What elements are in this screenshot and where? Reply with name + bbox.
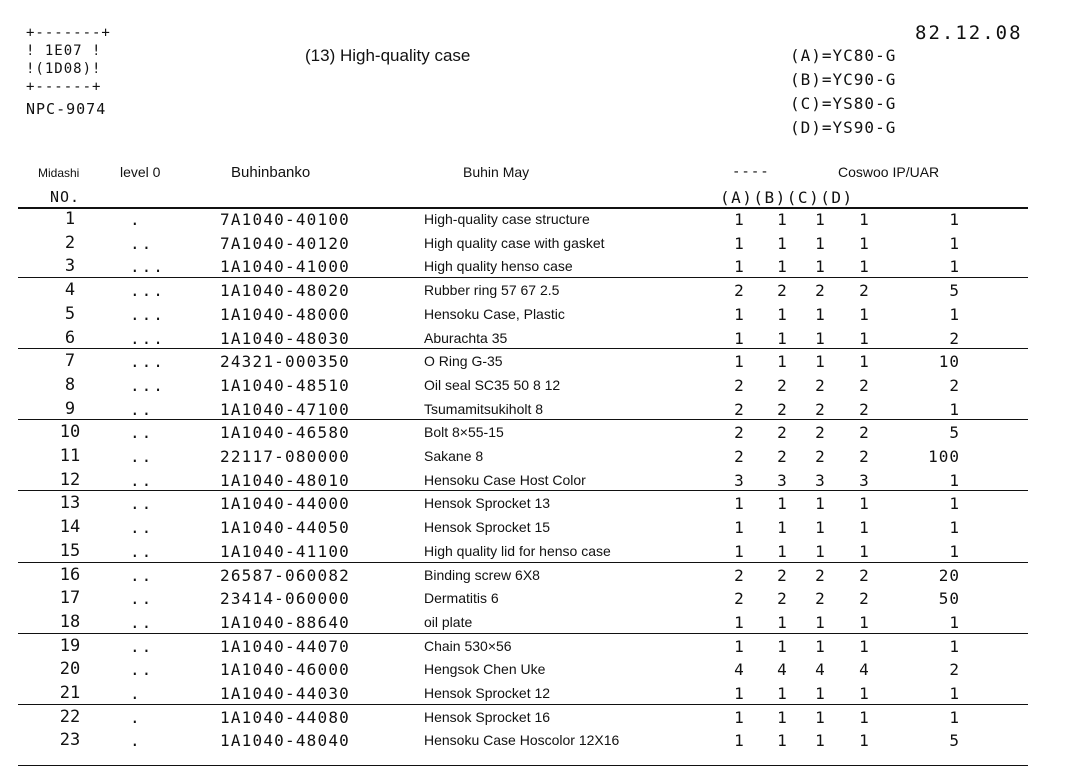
row-part-number: 1A1040-48010 (220, 470, 350, 490)
row-qty-b: 2 (777, 375, 787, 395)
row-number: 19 (59, 635, 81, 656)
box-line-1: ! 1E07 ! (26, 43, 102, 59)
row-qty-b: 1 (777, 328, 787, 348)
row-qty-d: 1 (859, 541, 869, 561)
col-part-name: Buhin May (463, 164, 530, 180)
variant-d: (D)=YS90-G (790, 118, 897, 137)
row-number: 17 (59, 588, 81, 609)
table-row (0, 682, 1077, 705)
row-qty-c: 1 (815, 541, 825, 561)
row-part-number: 1A1040-44080 (220, 707, 350, 727)
row-number: 22 (59, 706, 81, 727)
row-part-name: High quality case with gasket (424, 234, 605, 251)
table-row (0, 421, 1077, 444)
row-qty-b: 1 (777, 210, 787, 229)
row-part-number: 1A1040-44050 (220, 518, 350, 538)
row-part-number: 7A1040-40120 (220, 233, 350, 253)
col-part-number: Buhinbanko (231, 164, 311, 181)
row-level: ... (130, 375, 165, 395)
box-top: +-------+ (26, 25, 111, 41)
row-qty-b: 1 (777, 494, 787, 514)
row-part-name: Hensoku Case, Plastic (424, 305, 565, 322)
model-code: NPC-9074 (26, 100, 107, 118)
row-part-name: Rubber ring 57 67 2.5 (424, 282, 560, 299)
row-part-number: 26587-060082 (220, 565, 350, 585)
row-qty-b: 2 (777, 399, 787, 419)
row-qty-b: 1 (777, 636, 787, 656)
row-part-name: Binding screw 6X8 (424, 566, 540, 583)
row-qty-b: 1 (777, 707, 787, 727)
group-divider (18, 419, 1028, 420)
row-qty-a: 1 (734, 257, 744, 277)
row-qty-c: 1 (815, 684, 825, 703)
row-number: 21 (59, 683, 81, 703)
row-qty-a: 1 (734, 352, 744, 372)
row-number: 2 (64, 232, 76, 253)
row-part-number: 23414-060000 (220, 589, 350, 609)
row-qty-d: 1 (859, 731, 869, 751)
row-qty-d: 1 (859, 257, 869, 277)
row-level: .. (130, 399, 154, 419)
row-level: ... (130, 352, 165, 372)
row-qty-c: 1 (815, 304, 825, 324)
table-row (0, 303, 1077, 326)
row-level: .. (130, 423, 154, 443)
row-total: 2 (949, 375, 960, 395)
row-qty-a: 1 (734, 328, 744, 348)
row-part-number: 1A1040-44070 (220, 636, 350, 656)
row-qty-a: 1 (734, 210, 744, 229)
row-part-name: Hensoku Case Host Color (424, 471, 586, 488)
row-total: 2 (949, 328, 960, 348)
table-row (0, 587, 1077, 610)
row-qty-c: 1 (815, 731, 825, 751)
row-qty-d: 3 (859, 470, 869, 490)
group-divider (18, 490, 1028, 491)
table-row (0, 516, 1077, 539)
row-qty-c: 1 (815, 707, 825, 727)
row-qty-a: 2 (734, 375, 744, 395)
row-qty-a: 1 (734, 684, 744, 703)
row-qty-a: 2 (734, 423, 744, 443)
row-part-name: oil plate (424, 613, 473, 630)
row-qty-d: 2 (859, 423, 869, 443)
row-part-number: 1A1040-48040 (220, 731, 350, 751)
row-part-number: 7A1040-40100 (220, 210, 350, 229)
row-total: 1 (949, 470, 960, 490)
row-qty-c: 2 (815, 281, 825, 301)
row-part-number: 1A1040-48030 (220, 328, 350, 348)
row-qty-b: 1 (777, 612, 787, 632)
row-part-name: Aburachta 35 (424, 329, 508, 346)
row-qty-d: 1 (859, 233, 869, 253)
row-qty-b: 1 (777, 233, 787, 253)
row-part-number: 1A1040-47100 (220, 399, 350, 419)
row-qty-d: 2 (859, 281, 869, 301)
row-qty-c: 1 (815, 352, 825, 372)
row-part-number: 1A1040-41100 (220, 541, 350, 561)
row-total: 1 (949, 612, 960, 632)
table-row (0, 540, 1077, 563)
row-qty-a: 1 (734, 233, 744, 253)
row-qty-a: 1 (734, 636, 744, 656)
col-midashi: Midashi (38, 166, 80, 180)
row-total: 50 (938, 589, 960, 609)
row-level: . (130, 684, 142, 703)
row-qty-b: 2 (777, 423, 787, 443)
row-part-number: 1A1040-46000 (220, 660, 350, 680)
box-bottom: +------+ (26, 79, 102, 95)
row-level: .. (130, 589, 154, 609)
row-qty-c: 1 (815, 257, 825, 277)
row-total: 1 (949, 257, 960, 277)
row-qty-b: 2 (777, 565, 787, 585)
row-level: ... (130, 281, 165, 301)
row-number: 3 (64, 256, 76, 277)
date: 82.12.08 (915, 22, 1023, 44)
row-number: 23 (59, 730, 81, 751)
row-number: 1 (64, 209, 76, 229)
row-qty-d: 1 (859, 636, 869, 656)
row-qty-c: 2 (815, 375, 825, 395)
row-qty-a: 2 (734, 281, 744, 301)
row-level: .. (130, 447, 154, 466)
col-variant-letters: (A)(B)(C)(D) (720, 188, 854, 207)
row-part-name: Hensoku Case Hoscolor 12X16 (424, 732, 620, 749)
row-total: 1 (949, 636, 960, 656)
group-divider (18, 633, 1028, 634)
table-row (0, 350, 1077, 373)
row-part-name: High quality lid for henso case (424, 542, 611, 559)
row-part-number: 1A1040-41000 (220, 257, 350, 277)
row-qty-c: 1 (815, 494, 825, 514)
row-number: 12 (59, 469, 81, 490)
row-qty-a: 1 (734, 612, 744, 632)
row-total: 1 (949, 304, 960, 324)
row-qty-d: 1 (859, 518, 869, 538)
row-qty-c: 1 (815, 328, 825, 348)
row-qty-a: 1 (734, 518, 744, 538)
table-row (0, 706, 1077, 729)
row-number: 11 (59, 446, 81, 466)
row-qty-a: 2 (734, 447, 744, 466)
row-number: 5 (64, 303, 76, 324)
row-qty-c: 2 (815, 447, 825, 466)
table-row (0, 635, 1077, 658)
table-row (0, 208, 1077, 231)
row-total: 1 (949, 541, 960, 561)
row-total: 1 (949, 684, 960, 703)
row-number: 13 (59, 493, 81, 514)
row-total: 1 (949, 707, 960, 727)
row-part-number: 22117-080000 (220, 447, 350, 466)
variant-b: (B)=YC90-G (790, 70, 897, 89)
row-number: 7 (64, 351, 76, 372)
row-part-name: Tsumamitsukiholt 8 (424, 400, 544, 417)
row-total: 1 (949, 494, 960, 514)
col-quantity-title: Coswoo IP/UAR (838, 164, 940, 180)
row-total: 5 (949, 731, 960, 751)
row-part-name: Dermatitis 6 (424, 590, 499, 607)
row-level: . (130, 731, 142, 751)
row-part-name: Bolt 8×55-15 (424, 424, 504, 441)
row-qty-c: 2 (815, 589, 825, 609)
row-qty-b: 2 (777, 589, 787, 609)
row-level: .. (130, 518, 154, 538)
row-level: .. (130, 233, 154, 253)
row-qty-b: 1 (777, 257, 787, 277)
row-qty-d: 2 (859, 375, 869, 395)
row-total: 2 (949, 660, 960, 680)
row-qty-d: 1 (859, 612, 869, 632)
row-number: 10 (59, 422, 81, 443)
row-qty-b: 4 (777, 660, 787, 680)
row-level: .. (130, 470, 154, 490)
row-qty-c: 1 (815, 518, 825, 538)
row-qty-a: 1 (734, 707, 744, 727)
row-qty-b: 1 (777, 541, 787, 561)
row-part-number: 1A1040-48000 (220, 304, 350, 324)
row-qty-d: 2 (859, 565, 869, 585)
row-qty-d: 1 (859, 352, 869, 372)
row-part-number: 1A1040-48510 (220, 375, 350, 395)
row-qty-a: 1 (734, 731, 744, 751)
row-part-name: Oil seal SC35 50 8 12 (424, 376, 561, 393)
row-total: 1 (949, 210, 960, 229)
row-total: 1 (949, 399, 960, 419)
row-qty-c: 2 (815, 423, 825, 443)
row-number: 16 (59, 564, 81, 585)
row-qty-c: 1 (815, 233, 825, 253)
table-row (0, 469, 1077, 492)
group-divider (18, 277, 1028, 278)
row-qty-b: 3 (777, 470, 787, 490)
row-qty-b: 1 (777, 731, 787, 751)
row-number: 8 (64, 374, 76, 395)
box-line-2: !(1D08)! (26, 61, 102, 77)
table-row (0, 445, 1077, 468)
row-part-number: 24321-000350 (220, 352, 350, 372)
row-part-number: 1A1040-48020 (220, 281, 350, 301)
row-part-name: Hensok Sprocket 16 (424, 708, 551, 725)
row-level: .. (130, 494, 154, 514)
row-qty-d: 1 (859, 328, 869, 348)
row-number: 14 (59, 517, 81, 538)
row-level: . (130, 707, 142, 727)
table-row (0, 279, 1077, 302)
row-level: .. (130, 565, 154, 585)
row-qty-a: 2 (734, 399, 744, 419)
row-qty-d: 4 (859, 660, 869, 680)
row-qty-b: 1 (777, 684, 787, 703)
table-row (0, 729, 1077, 752)
row-number: 18 (59, 611, 81, 632)
row-total: 5 (949, 281, 960, 301)
row-level: ... (130, 257, 165, 277)
row-total: 1 (949, 518, 960, 538)
row-qty-a: 1 (734, 494, 744, 514)
group-divider (18, 348, 1028, 349)
variant-a: (A)=YC80-G (790, 46, 897, 65)
row-qty-c: 1 (815, 210, 825, 229)
row-number: 6 (64, 327, 76, 348)
table-row (0, 374, 1077, 397)
row-part-name: Hensok Sprocket 15 (424, 519, 551, 536)
row-number: 15 (59, 540, 81, 561)
row-qty-a: 2 (734, 589, 744, 609)
row-part-number: 1A1040-44030 (220, 684, 350, 703)
row-qty-d: 2 (859, 399, 869, 419)
row-total: 20 (938, 565, 960, 585)
row-level: .. (130, 541, 154, 561)
row-qty-c: 3 (815, 470, 825, 490)
row-part-number: 1A1040-44000 (220, 494, 350, 514)
row-number: 9 (64, 398, 76, 419)
row-part-name: Hengsok Chen Uke (424, 661, 546, 678)
row-qty-b: 1 (777, 518, 787, 538)
col-level: level 0 (120, 164, 161, 180)
row-level: ... (130, 304, 165, 324)
row-qty-a: 1 (734, 304, 744, 324)
row-part-number: 1A1040-46580 (220, 423, 350, 443)
row-level: ... (130, 328, 165, 348)
row-qty-d: 1 (859, 684, 869, 703)
row-qty-b: 2 (777, 447, 787, 466)
table-row (0, 611, 1077, 634)
row-part-number: 1A1040-88640 (220, 612, 350, 632)
row-total: 10 (938, 352, 960, 372)
variant-c: (C)=YS80-G (790, 94, 897, 113)
row-part-name: Hensok Sprocket 13 (424, 495, 551, 512)
table-row (0, 327, 1077, 350)
row-qty-b: 1 (777, 304, 787, 324)
row-qty-a: 4 (734, 660, 744, 680)
row-qty-d: 1 (859, 707, 869, 727)
page-title: (13) High-quality case (305, 46, 471, 65)
row-qty-b: 1 (777, 352, 787, 372)
group-divider (18, 562, 1028, 563)
row-level: . (130, 210, 142, 229)
table-row (0, 255, 1077, 278)
row-qty-b: 2 (777, 281, 787, 301)
row-part-name: O Ring G-35 (424, 353, 503, 370)
row-qty-c: 1 (815, 636, 825, 656)
table-row (0, 398, 1077, 421)
row-level: .. (130, 660, 154, 680)
bottom-rule (18, 765, 1028, 766)
row-part-name: High quality henso case (424, 258, 573, 275)
row-qty-d: 1 (859, 494, 869, 514)
row-qty-c: 2 (815, 565, 825, 585)
col-no: NO. (50, 188, 81, 206)
group-divider (18, 704, 1028, 705)
row-total: 1 (949, 233, 960, 253)
row-part-name: High-quality case structure (424, 211, 590, 227)
row-qty-c: 1 (815, 612, 825, 632)
row-qty-a: 3 (734, 470, 744, 490)
row-part-name: Chain 530×56 (424, 637, 512, 654)
table-row (0, 492, 1077, 515)
col-dashes: ---- (732, 164, 770, 180)
row-qty-c: 2 (815, 399, 825, 419)
row-qty-d: 2 (859, 447, 869, 466)
row-part-name: Hensok Sprocket 12 (424, 685, 551, 701)
row-level: .. (130, 636, 154, 656)
row-total: 5 (949, 423, 960, 443)
row-part-name: Sakane 8 (424, 448, 484, 464)
row-qty-d: 1 (859, 210, 869, 229)
row-qty-c: 4 (815, 660, 825, 680)
table-row (0, 564, 1077, 587)
table-row (0, 658, 1077, 681)
row-qty-a: 1 (734, 541, 744, 561)
row-qty-a: 2 (734, 565, 744, 585)
table-row (0, 232, 1077, 255)
row-number: 4 (64, 280, 76, 301)
row-total: 100 (928, 447, 960, 466)
row-number: 20 (59, 659, 81, 680)
row-qty-d: 2 (859, 589, 869, 609)
row-qty-d: 1 (859, 304, 869, 324)
row-level: .. (130, 612, 154, 632)
